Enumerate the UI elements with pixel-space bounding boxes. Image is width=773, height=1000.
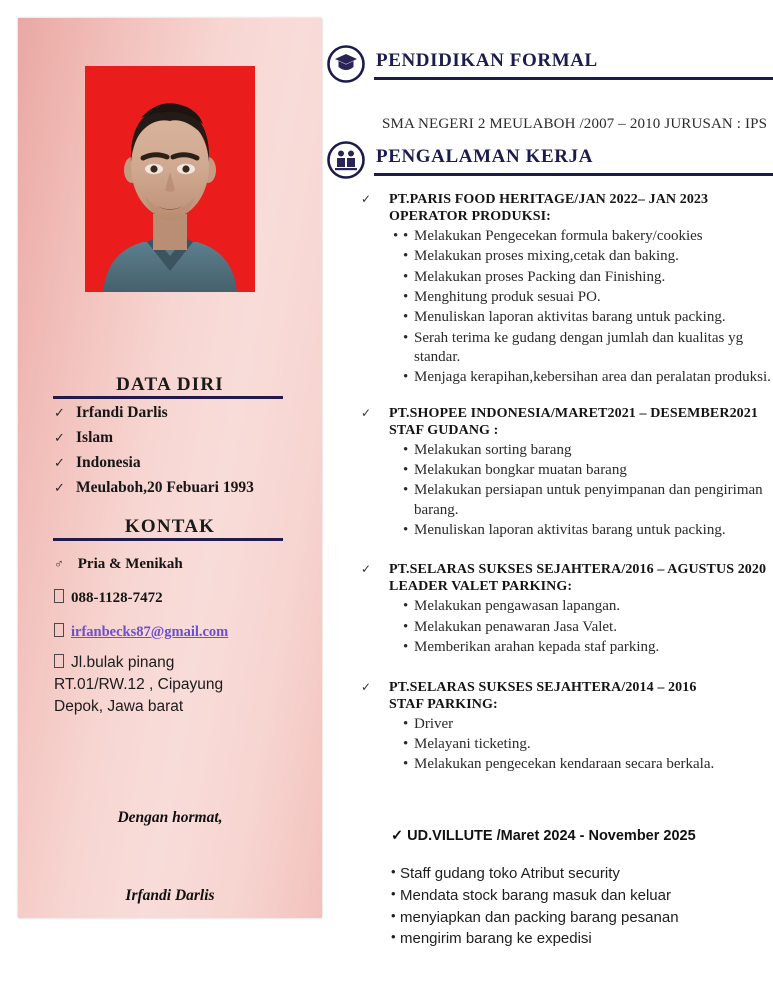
list-item: [325, 735, 773, 754]
bullet-icon: •: [403, 482, 409, 499]
list-item: [54, 454, 314, 472]
job-bullet-text: Melakukan persiapan untuk penyimpanan dan pengiriman barang.: [414, 482, 763, 518]
data-diri-heading: [18, 374, 322, 396]
kontak-heading-text: KONTAK: [124, 516, 216, 537]
list-item: [54, 479, 314, 497]
job-company: PT.PARIS FOOD HERITAGE/JAN 2022– JAN 2023: [389, 192, 709, 207]
contact-gender-text: Pria & Menikah: [77, 556, 183, 572]
final-bullet-text: menyiapkan dan packing barang pesanan: [400, 908, 679, 926]
list-item: [325, 461, 773, 480]
job-company: PT.SELARAS SUKSES SEJAHTERA/2016 – AGUSTUS 2020: [389, 562, 767, 578]
job-bullet-text: Menjaga kerapihan,kebersihan area dan peralatan produksi.: [414, 369, 771, 386]
job-entry: [325, 406, 773, 541]
location-pin-icon: [54, 652, 64, 674]
list-item: [325, 715, 773, 734]
bullet-icon: •: [403, 735, 409, 752]
job-role: STAF GUDANG :: [389, 422, 499, 438]
profile-photo-image: [85, 66, 255, 292]
bullet-icon: •: [391, 929, 396, 945]
job-bullet-text: Driver: [414, 715, 454, 732]
job-bullet-text: Menuliskan laporan aktivitas barang untuk packing.: [414, 522, 726, 539]
job-bullets: [325, 227, 773, 388]
list-item: [325, 288, 773, 307]
list-item: [325, 755, 773, 774]
address-line-2: RT.01/RW.12 , Cipayung: [54, 676, 224, 693]
bullet-icon: •: [403, 522, 409, 539]
job-entry: [325, 562, 773, 657]
check-icon: ✓: [54, 405, 65, 420]
job-role: OPERATOR PRODUKSI:: [389, 209, 551, 224]
experience-jobs-list: [325, 192, 773, 791]
job-bullet-text: Melakukan Pengecekan formula bakery/cookies: [414, 228, 703, 244]
bullet-icon: •: [403, 248, 409, 265]
address-line-1: Jl.bulak pinang: [71, 654, 175, 671]
data-diri-rule: [53, 396, 283, 399]
job-bullets: [325, 597, 773, 657]
final-bullet-text: mengirim barang ke expedisi: [400, 930, 592, 948]
kontak-list: [54, 556, 324, 656]
job-bullet-text: Melakukan proses Packing dan Finishing.: [414, 268, 666, 285]
education-rule: [374, 77, 773, 80]
data-diri-birth: Meulaboh,20 Febuari 1993: [76, 479, 254, 496]
final-bullet-text: Staff gudang toko Atribut security: [400, 865, 620, 882]
list-item: [325, 907, 773, 929]
final-bullet-text: Mendata stock barang masuk dan keluar: [400, 886, 671, 904]
contact-address: [54, 652, 314, 718]
bullet-icon: •: [403, 715, 409, 732]
job-bullet-text: Serah terima ke gudang dengan jumlah dan kualitas yg standar.: [414, 329, 744, 366]
list-item: [325, 928, 773, 950]
contact-gender: [54, 556, 324, 573]
list-item: [325, 638, 773, 657]
main-content: [325, 0, 773, 1000]
bullet-icon: •: [403, 618, 409, 635]
education-entry: SMA NEGERI 2 MEULABOH /2007 – 2010 JURUSAN : IPS: [382, 116, 768, 132]
experience-rule: [374, 173, 773, 176]
data-diri-list: [54, 404, 314, 504]
final-job-title: ✓ UD.VILLUTE /Maret 2024 - November 2025: [391, 828, 696, 844]
bullet-icon: •: [403, 756, 409, 773]
list-item: [54, 404, 314, 422]
bullet-icon: •: [403, 441, 409, 458]
closing-signature: Irfandi Darlis: [125, 887, 215, 904]
bullet-icon: •: [403, 309, 409, 326]
job-entry: [325, 680, 773, 775]
job-bullet-text: Melakukan pengecekan kendaraan secara berkala.: [414, 756, 715, 773]
final-job-entry: [325, 828, 773, 950]
bullet-icon: •: [403, 598, 409, 615]
job-entry: [325, 192, 773, 388]
contact-email[interactable]: [54, 622, 324, 641]
address-line-3: Depok, Jawa barat: [54, 698, 184, 715]
data-diri-name: Irfandi Darlis: [76, 404, 168, 421]
check-icon: ✓: [54, 480, 65, 495]
phone-icon: [54, 588, 64, 606]
list-item: [54, 429, 314, 447]
job-role: STAF PARKING:: [389, 696, 498, 712]
final-job-bullets: [325, 863, 773, 950]
job-bullet-text: Melakukan sorting barang: [414, 441, 572, 458]
sidebar-panel: [18, 18, 322, 918]
list-item: [325, 618, 773, 637]
list-item: [325, 227, 773, 246]
two-people-icon: [326, 140, 366, 180]
list-item: [325, 268, 773, 287]
bullet-icon: •: [403, 228, 409, 244]
check-icon: ✓: [361, 562, 372, 577]
graduation-cap-icon: [326, 44, 366, 84]
bullet-icon: •: [391, 864, 396, 879]
job-bullet-text: Melakukan bongkar muatan barang: [414, 462, 627, 479]
list-item: [325, 329, 773, 368]
kontak-rule: [53, 538, 283, 541]
list-item: [325, 368, 773, 387]
contact-phone-text: 088-1128-7472: [71, 590, 163, 606]
list-item: [325, 308, 773, 327]
bullet-icon: •: [403, 268, 409, 285]
bullet-icon: •: [403, 639, 409, 656]
job-company: PT.SHOPEE INDONESIA/MARET2021 – DESEMBER2021: [389, 405, 758, 421]
bullet-icon: •: [391, 907, 396, 923]
bullet-icon: •: [403, 369, 409, 386]
profile-photo: [85, 66, 255, 292]
job-bullet-text: Melakukan proses mixing,cetak dan baking.: [414, 248, 679, 265]
data-diri-religion: Islam: [76, 429, 114, 446]
list-item: [325, 481, 773, 520]
job-bullet-text: Memberikan arahan kepada staf parking.: [414, 639, 660, 656]
job-bullets: [325, 715, 773, 775]
check-icon: ✓: [361, 192, 372, 206]
list-item: [325, 885, 773, 907]
data-diri-heading-text: DATA DIRI: [116, 374, 224, 395]
education-section-header: [325, 44, 773, 90]
envelope-icon: [54, 622, 64, 640]
job-bullet-text: Menuliskan laporan aktivitas barang untuk packing.: [414, 309, 726, 326]
bullet-icon: •: [403, 329, 409, 346]
education-heading: PENDIDIKAN FORMAL: [376, 50, 598, 71]
job-company: PT.SELARAS SUKSES SEJAHTERA/2014 – 2016: [389, 679, 697, 695]
experience-heading: PENGALAMAN KERJA: [376, 146, 594, 167]
data-diri-nationality: Indonesia: [76, 454, 141, 471]
job-bullet-text: Menghitung produk sesuai PO.: [414, 289, 601, 306]
job-bullet-text: Melakukan pengawasan lapangan.: [414, 598, 621, 615]
closing-salutation: Dengan hormat,: [117, 809, 223, 826]
bullet-icon: •: [403, 289, 409, 306]
job-bullet-text: Melakukan penawaran Jasa Valet.: [414, 618, 617, 635]
check-icon: ✓: [361, 679, 372, 694]
list-item: [325, 441, 773, 460]
list-item: [325, 521, 773, 540]
bullet-icon: •: [403, 462, 409, 479]
list-item: [325, 247, 773, 266]
check-icon: ✓: [54, 455, 65, 470]
bullet-icon: •: [393, 228, 399, 244]
contact-phone[interactable]: [54, 588, 324, 607]
job-role: LEADER VALET PARKING:: [389, 579, 573, 595]
job-bullets: [325, 441, 773, 541]
list-item: [325, 863, 773, 885]
mars-symbol-icon: ♂: [54, 556, 64, 571]
experience-section-header: [325, 140, 773, 186]
check-icon: ✓: [54, 430, 65, 445]
kontak-heading: [18, 516, 322, 538]
contact-email-link[interactable]: irfanbecks87@gmail.com: [71, 624, 229, 640]
bullet-icon: •: [391, 885, 396, 901]
job-bullet-text: Melayani ticketing.: [414, 735, 531, 752]
check-icon: ✓: [361, 405, 372, 420]
list-item: [325, 597, 773, 616]
